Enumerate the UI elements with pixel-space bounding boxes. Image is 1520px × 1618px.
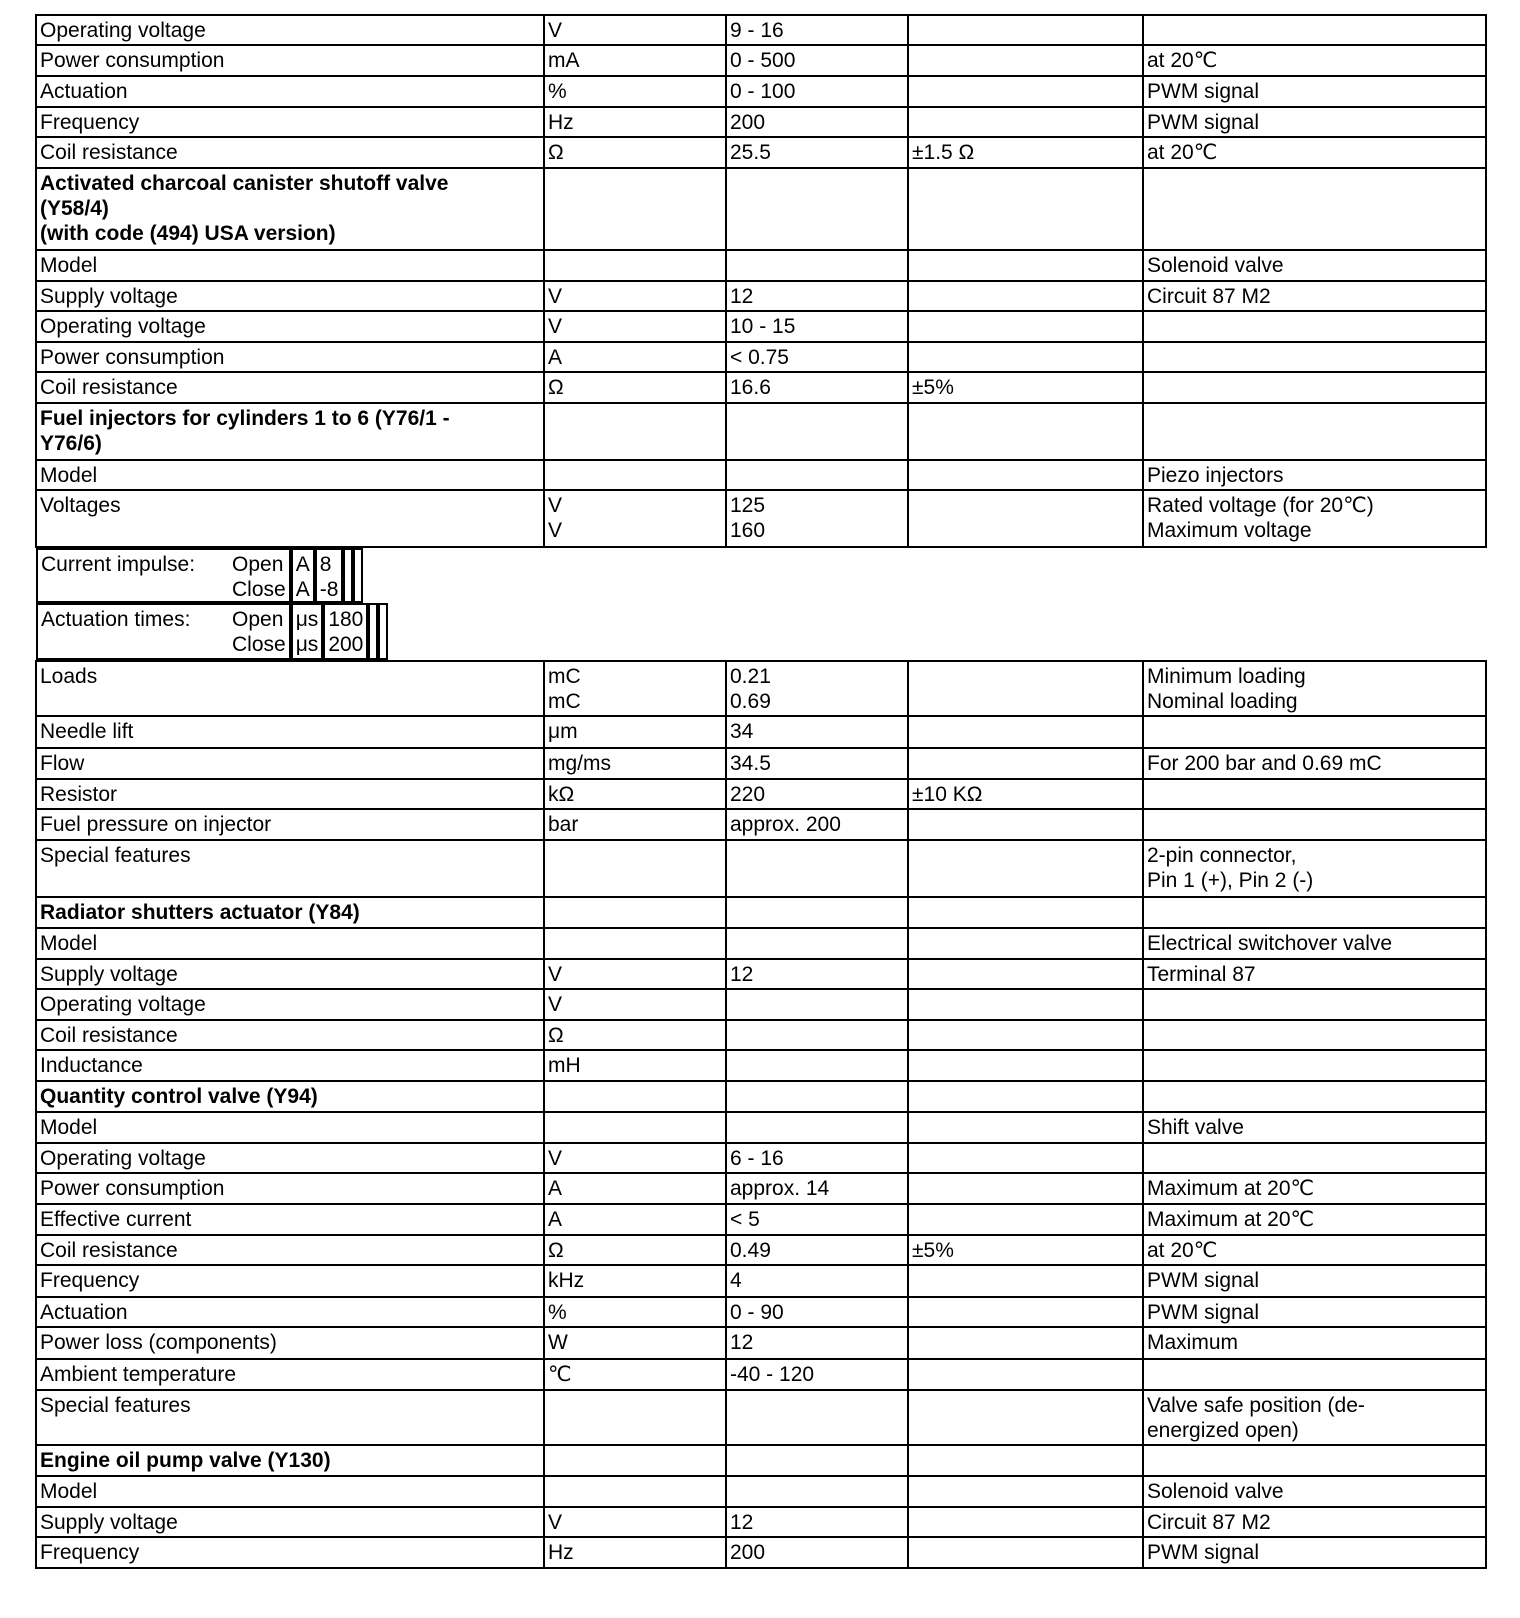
value-cell (726, 1476, 908, 1507)
parameter-cell: Frequency (36, 107, 544, 137)
parameter-subitems: Open Close (232, 608, 286, 656)
value-cell: approx. 14 (726, 1173, 908, 1204)
parameter-cell: Model (36, 460, 544, 490)
value-cell: 125 160 (726, 490, 908, 547)
tolerance-cell (908, 76, 1143, 107)
table-row (36, 372, 1486, 403)
table-row (36, 250, 1486, 281)
parameter-cell: Operating voltage (36, 15, 544, 45)
unit-cell: % (544, 76, 726, 107)
value-cell (726, 460, 908, 490)
section-title: Fuel injectors for cylinders 1 to 6 (Y76/1 - Y76/6) (36, 403, 544, 460)
table-row (36, 1297, 1486, 1327)
remark-cell (353, 548, 363, 603)
unit-cell: kΩ (544, 779, 726, 809)
remark-cell (1143, 1143, 1486, 1173)
table-row (36, 1507, 1486, 1537)
parameter-cell: Power consumption (36, 1173, 544, 1204)
tolerance-cell (908, 1081, 1143, 1112)
unit-cell (544, 403, 726, 460)
value-cell: 10 - 15 (726, 311, 908, 342)
tolerance-cell (908, 716, 1143, 748)
unit-cell (544, 1445, 726, 1476)
value-cell: 200 (726, 107, 908, 137)
unit-cell: V (544, 15, 726, 45)
table-row (36, 840, 1486, 897)
table-row (36, 1476, 1486, 1507)
tolerance-cell (908, 840, 1143, 897)
value-cell: 34 (726, 716, 908, 748)
parameter-cell (36, 548, 291, 603)
parameter-cell: Model (36, 1112, 544, 1143)
remark-cell (1143, 989, 1486, 1020)
unit-cell: mC mC (544, 661, 726, 716)
value-cell: 220 (726, 779, 908, 809)
tolerance-cell (908, 15, 1143, 45)
unit-cell: Ω (544, 372, 726, 403)
tolerance-cell (908, 250, 1143, 281)
value-cell: 0 - 100 (726, 76, 908, 107)
tolerance-cell (908, 1143, 1143, 1173)
tolerance-cell (908, 311, 1143, 342)
value-cell (726, 250, 908, 281)
parameter-cell: Coil resistance (36, 1020, 544, 1050)
section-title: Activated charcoal canister shutoff valve (Y58/4) (with code (494) USA version) (36, 168, 544, 250)
value-cell: 200 (726, 1537, 908, 1568)
tolerance-cell (908, 809, 1143, 840)
table-row (36, 1359, 1486, 1390)
remark-cell: Piezo injectors (1143, 460, 1486, 490)
section-title: Quantity control valve (Y94) (36, 1081, 544, 1112)
value-cell: approx. 200 (726, 809, 908, 840)
table-row (36, 603, 544, 660)
unit-cell: Ω (544, 137, 726, 168)
tolerance-cell (908, 1204, 1143, 1235)
value-cell: 0.21 0.69 (726, 661, 908, 716)
value-cell (726, 1112, 908, 1143)
tolerance-cell (908, 168, 1143, 250)
remark-cell (1143, 1050, 1486, 1081)
table-row (36, 661, 1486, 716)
unit-cell: % (544, 1297, 726, 1327)
table-row (36, 107, 1486, 137)
tolerance-cell (908, 1327, 1143, 1359)
value-cell (726, 1081, 908, 1112)
remark-cell: at 20℃ (1143, 137, 1486, 168)
remark-cell (1143, 1020, 1486, 1050)
table-row (36, 76, 1486, 107)
parameter-cell: Power consumption (36, 342, 544, 372)
table-row (36, 1173, 1486, 1204)
unit-cell (544, 1081, 726, 1112)
table-row (36, 928, 1486, 959)
remark-cell (1143, 372, 1486, 403)
remark-cell: PWM signal (1143, 1297, 1486, 1327)
parameter-cell: Voltages (36, 490, 544, 547)
table-row (36, 342, 1486, 372)
tolerance-cell (908, 107, 1143, 137)
parameter-cell: Supply voltage (36, 1507, 544, 1537)
value-cell (726, 989, 908, 1020)
tolerance-cell: ±5% (908, 1235, 1143, 1265)
remark-cell (1143, 342, 1486, 372)
value-cell: 180 200 (323, 603, 368, 660)
table-row (36, 490, 1486, 547)
unit-cell: Ω (544, 1235, 726, 1265)
unit-cell: W (544, 1327, 726, 1359)
tolerance-cell (908, 281, 1143, 311)
remark-cell: PWM signal (1143, 1537, 1486, 1568)
table-row (36, 716, 1486, 748)
remark-cell: Valve safe position (de- energized open) (1143, 1390, 1486, 1445)
unit-cell (544, 928, 726, 959)
parameter-cell: Coil resistance (36, 137, 544, 168)
tolerance-cell (908, 928, 1143, 959)
parameter-cell: Model (36, 250, 544, 281)
parameter-cell: Model (36, 1476, 544, 1507)
tolerance-cell (908, 460, 1143, 490)
tolerance-cell (368, 603, 378, 660)
remark-cell: Maximum at 20℃ (1143, 1204, 1486, 1235)
remark-cell (378, 603, 388, 660)
unit-cell: Ω (544, 1020, 726, 1050)
parameter-cell: Actuation (36, 76, 544, 107)
parameter-cell (36, 603, 291, 660)
parameter-cell: Fuel pressure on injector (36, 809, 544, 840)
table-row (36, 748, 1486, 779)
parameter-label: Actuation times: (41, 608, 191, 631)
value-cell (726, 840, 908, 897)
remark-cell: PWM signal (1143, 76, 1486, 107)
remark-cell (1143, 716, 1486, 748)
unit-cell: V (544, 1143, 726, 1173)
table-row (36, 779, 1486, 809)
unit-cell: ℃ (544, 1359, 726, 1390)
unit-cell: Hz (544, 1537, 726, 1568)
unit-cell: mA (544, 45, 726, 76)
section-header-row (36, 403, 1486, 460)
unit-cell: A (544, 1204, 726, 1235)
unit-cell (544, 250, 726, 281)
remark-cell: Maximum at 20℃ (1143, 1173, 1486, 1204)
tolerance-cell (343, 548, 353, 603)
value-cell (726, 168, 908, 250)
remark-cell (1143, 15, 1486, 45)
table-row (36, 1235, 1486, 1265)
tolerance-cell: ±10 KΩ (908, 779, 1143, 809)
value-cell: 0 - 90 (726, 1297, 908, 1327)
remark-cell (1143, 1445, 1486, 1476)
value-cell: 12 (726, 281, 908, 311)
remark-cell (1143, 168, 1486, 250)
parameter-cell: Special features (36, 1390, 544, 1445)
value-cell: 4 (726, 1265, 908, 1297)
unit-cell (544, 460, 726, 490)
parameter-with-subitems (41, 552, 286, 602)
remark-cell: Solenoid valve (1143, 250, 1486, 281)
table-row (36, 1050, 1486, 1081)
tolerance-cell (908, 1050, 1143, 1081)
tolerance-cell (908, 661, 1143, 716)
value-cell (726, 1050, 908, 1081)
remark-cell: at 20℃ (1143, 1235, 1486, 1265)
value-cell: 8 -8 (315, 548, 344, 603)
value-cell: 9 - 16 (726, 15, 908, 45)
remark-cell: Circuit 87 M2 (1143, 1507, 1486, 1537)
parameter-cell: Special features (36, 840, 544, 897)
tolerance-cell (908, 1507, 1143, 1537)
remark-cell (1143, 897, 1486, 928)
unit-cell: kHz (544, 1265, 726, 1297)
tolerance-cell (908, 989, 1143, 1020)
remark-cell (1143, 779, 1486, 809)
remark-cell: Electrical switchover valve (1143, 928, 1486, 959)
tolerance-cell (908, 1537, 1143, 1568)
parameter-cell: Resistor (36, 779, 544, 809)
table-row (36, 1537, 1486, 1568)
tolerance-cell (908, 1112, 1143, 1143)
unit-cell: μs μs (291, 603, 324, 660)
unit-cell: A A (291, 548, 315, 603)
tolerance-cell (908, 342, 1143, 372)
value-cell: 0.49 (726, 1235, 908, 1265)
unit-cell: mH (544, 1050, 726, 1081)
parameter-cell: Operating voltage (36, 1143, 544, 1173)
parameter-cell: Operating voltage (36, 989, 544, 1020)
value-cell: 25.5 (726, 137, 908, 168)
tolerance-cell (908, 45, 1143, 76)
remark-cell (1143, 809, 1486, 840)
table-row (36, 548, 544, 603)
unit-cell: V V (544, 490, 726, 547)
table-row (36, 959, 1486, 989)
table-row (36, 1390, 1486, 1445)
unit-cell: V (544, 311, 726, 342)
value-cell: 12 (726, 1327, 908, 1359)
table-row (36, 45, 1486, 76)
parameter-cell: Actuation (36, 1297, 544, 1327)
unit-cell: Hz (544, 107, 726, 137)
table-row (36, 1327, 1486, 1359)
table-row (36, 311, 1486, 342)
parameter-cell: Supply voltage (36, 959, 544, 989)
tolerance-cell (908, 1297, 1143, 1327)
parameter-cell: Loads (36, 661, 544, 716)
value-cell (726, 403, 908, 460)
value-cell: 6 - 16 (726, 1143, 908, 1173)
table-row (36, 137, 1486, 168)
unit-cell (544, 897, 726, 928)
unit-cell: V (544, 989, 726, 1020)
remark-cell: Circuit 87 M2 (1143, 281, 1486, 311)
value-cell: 12 (726, 959, 908, 989)
value-cell (726, 928, 908, 959)
value-cell: 34.5 (726, 748, 908, 779)
remark-cell: Solenoid valve (1143, 1476, 1486, 1507)
remark-cell (1143, 403, 1486, 460)
table-row (36, 1204, 1486, 1235)
unit-cell: μm (544, 716, 726, 748)
remark-cell: Minimum loading Nominal loading (1143, 661, 1486, 716)
parameter-cell: Coil resistance (36, 1235, 544, 1265)
tolerance-cell (908, 1445, 1143, 1476)
value-cell (726, 897, 908, 928)
section-header-row (36, 1445, 1486, 1476)
parameter-subitems: Open Close (232, 553, 286, 601)
remark-cell: PWM signal (1143, 1265, 1486, 1297)
remark-cell: 2-pin connector, Pin 1 (+), Pin 2 (-) (1143, 840, 1486, 897)
table-row (36, 1112, 1486, 1143)
table-row (36, 15, 1486, 45)
parameter-cell: Model (36, 928, 544, 959)
unit-cell (544, 840, 726, 897)
parameter-cell: Power loss (components) (36, 1327, 544, 1359)
unit-cell: V (544, 281, 726, 311)
tolerance-cell: ±5% (908, 372, 1143, 403)
unit-cell: mg/ms (544, 748, 726, 779)
unit-cell: V (544, 959, 726, 989)
remark-cell (1143, 311, 1486, 342)
parameter-cell: Supply voltage (36, 281, 544, 311)
section-header-row (36, 1081, 1486, 1112)
tolerance-cell (908, 959, 1143, 989)
parameter-label: Current impulse: (41, 553, 196, 576)
remark-cell: Maximum (1143, 1327, 1486, 1359)
table-row (36, 809, 1486, 840)
parameter-cell: Coil resistance (36, 372, 544, 403)
parameter-cell: Flow (36, 748, 544, 779)
table-row (36, 1020, 1486, 1050)
parameter-cell: Operating voltage (36, 311, 544, 342)
table-row (36, 460, 1486, 490)
value-cell (726, 1445, 908, 1476)
unit-cell (544, 1476, 726, 1507)
unit-cell: A (544, 342, 726, 372)
unit-cell: A (544, 1173, 726, 1204)
section-title: Radiator shutters actuator (Y84) (36, 897, 544, 928)
tolerance-cell (908, 1265, 1143, 1297)
remark-cell: Rated voltage (for 20℃) Maximum voltage (1143, 490, 1486, 547)
remark-cell: PWM signal (1143, 107, 1486, 137)
parameter-cell: Ambient temperature (36, 1359, 544, 1390)
table-row (36, 281, 1486, 311)
tolerance-cell (908, 748, 1143, 779)
tolerance-cell: ±1.5 Ω (908, 137, 1143, 168)
unit-cell: V (544, 1507, 726, 1537)
parameter-cell: Frequency (36, 1537, 544, 1568)
parameter-cell: Effective current (36, 1204, 544, 1235)
unit-cell (544, 168, 726, 250)
table-row (36, 1265, 1486, 1297)
value-cell: 0 - 500 (726, 45, 908, 76)
unit-cell (544, 1112, 726, 1143)
tolerance-cell (908, 1476, 1143, 1507)
unit-cell: bar (544, 809, 726, 840)
section-header-row (36, 897, 1486, 928)
tolerance-cell (908, 1020, 1143, 1050)
remark-cell (1143, 1081, 1486, 1112)
parameter-cell: Needle lift (36, 716, 544, 748)
section-header-row (36, 168, 1486, 250)
value-cell (726, 1390, 908, 1445)
remark-cell: Shift valve (1143, 1112, 1486, 1143)
value-cell: 12 (726, 1507, 908, 1537)
spec-table (35, 14, 1487, 1569)
tolerance-cell (908, 1173, 1143, 1204)
value-cell: 16.6 (726, 372, 908, 403)
parameter-cell: Inductance (36, 1050, 544, 1081)
unit-cell (544, 1390, 726, 1445)
value-cell: -40 - 120 (726, 1359, 908, 1390)
remark-cell: Terminal 87 (1143, 959, 1486, 989)
value-cell: < 0.75 (726, 342, 908, 372)
tolerance-cell (908, 1359, 1143, 1390)
section-title: Engine oil pump valve (Y130) (36, 1445, 544, 1476)
tolerance-cell (908, 1390, 1143, 1445)
remark-cell: at 20℃ (1143, 45, 1486, 76)
remark-cell (1143, 1359, 1486, 1390)
table-row (36, 989, 1486, 1020)
parameter-cell: Power consumption (36, 45, 544, 76)
tolerance-cell (908, 490, 1143, 547)
tolerance-cell (908, 897, 1143, 928)
parameter-with-subitems (41, 607, 286, 657)
value-cell (726, 1020, 908, 1050)
parameter-cell: Frequency (36, 1265, 544, 1297)
spec-table-body (36, 15, 1486, 1568)
value-cell: < 5 (726, 1204, 908, 1235)
remark-cell: For 200 bar and 0.69 mC (1143, 748, 1486, 779)
table-row (36, 1143, 1486, 1173)
tolerance-cell (908, 403, 1143, 460)
